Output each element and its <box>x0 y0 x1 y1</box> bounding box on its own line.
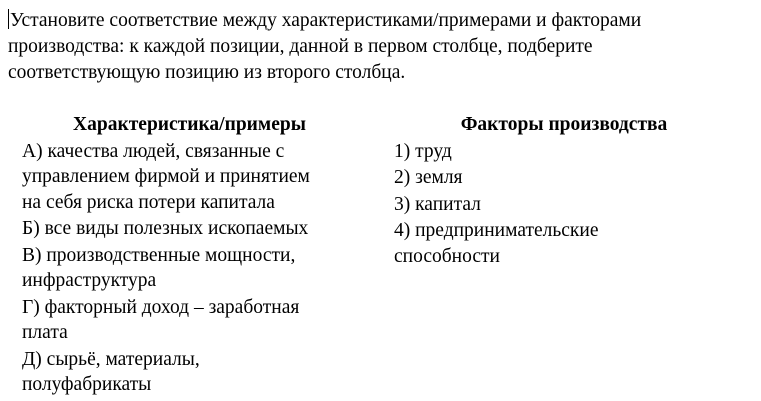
factors-column <box>394 112 734 270</box>
text-cursor <box>8 9 9 29</box>
item-line: А) качества людей, связанные с <box>22 140 285 162</box>
item-line: плата <box>22 322 68 343</box>
task-text <box>8 8 748 86</box>
item-line: 3) капитал <box>394 193 481 215</box>
item-line: 4) предпринимательские <box>394 220 599 241</box>
item-line: инфраструктура <box>22 270 157 291</box>
item-line: В) производственные мощности, <box>22 244 296 266</box>
task-line-2: производства: к каждой позиции, данной в первом столбце, подберите <box>8 36 593 57</box>
item-line: Г) факторный доход – заработная <box>22 296 300 318</box>
item-line: управлением фирмой и принятием <box>22 166 310 187</box>
task-line-1 <box>8 8 748 34</box>
factor-item-4 <box>394 218 734 269</box>
characteristics-header: Характеристика/примеры <box>73 114 306 135</box>
characteristic-item-v <box>22 243 367 294</box>
characteristic-item-g <box>22 295 367 346</box>
task-line-3: соответствующую позицию из второго столбца. <box>8 62 406 83</box>
characteristics-column <box>22 112 367 399</box>
characteristic-item-a <box>22 139 367 216</box>
item-line: Б) все виды полезных ископаемых <box>22 218 309 239</box>
factor-item-1 <box>394 139 734 165</box>
characteristic-item-d <box>22 347 367 398</box>
item-line: 1) труд <box>394 140 452 162</box>
item-line: на себя риска потери капитала <box>22 191 275 213</box>
characteristic-item-b <box>22 216 367 242</box>
item-line: полуфабрикаты <box>22 374 152 395</box>
task-line-1-text: Установите соответствие между характеристиками/примерами и факторами <box>10 10 642 31</box>
item-line: 2) земля <box>394 167 463 188</box>
factor-item-2 <box>394 165 734 191</box>
factors-header: Факторы производства <box>460 114 668 135</box>
item-line: Д) сырьё, материалы, <box>22 348 200 370</box>
factor-item-3 <box>394 192 734 218</box>
item-line: способности <box>394 245 500 267</box>
